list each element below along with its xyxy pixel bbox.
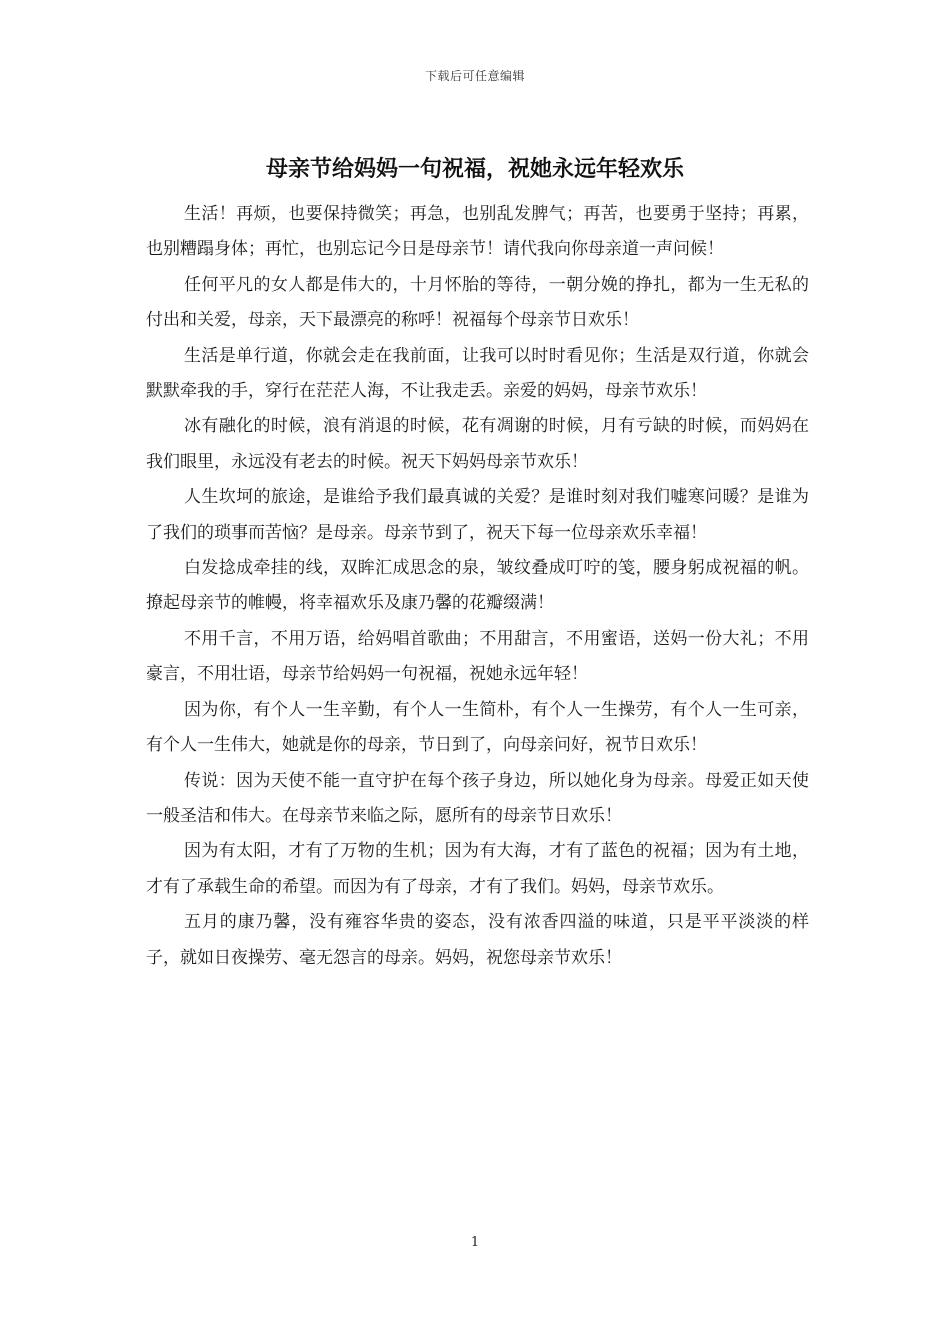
page-number: 1 [470,1235,480,1250]
document-body [146,197,809,976]
document-title: 母亲节给妈妈一句祝福，祝她永远年轻欢乐 [265,156,684,182]
paragraph: 传说：因为天使不能一直守护在每个孩子身边，所以她化身为母亲。母爱正如天使一般圣洁和伟大。在母亲节来临之际，愿所有的母亲节日欢乐！ [146,770,809,826]
paragraph: 人生坎坷的旅途，是谁给予我们最真诚的关爱？是谁时刻对我们嘘寒问暖？是谁为了我们的琐事而苦恼？是母亲。母亲节到了，祝天下每一位母亲欢乐幸福！ [146,487,809,543]
paragraph: 冰有融化的时候，浪有消退的时候，花有凋谢的时候，月有亏缺的时候，而妈妈在我们眼里，永远没有老去的时候。祝天下妈妈母亲节欢乐！ [146,416,809,472]
header-note: 下载后可任意编辑 [424,69,525,83]
paragraph: 生活是单行道，你就会走在我前面，让我可以时时看见你；生活是双行道，你就会默默牵我的手，穿行在茫茫人海，不让我走丢。亲爱的妈妈，母亲节欢乐！ [146,345,809,402]
paragraph: 因为有太阳，才有了万物的生机；因为有大海，才有了蓝色的祝福；因为有土地，才有了承载生命的希望。而因为有了母亲，才有了我们。妈妈，母亲节欢乐。 [146,841,809,897]
paragraph: 因为你，有个人一生辛勤，有个人一生简朴，有个人一生操劳，有个人一生可亲，有个人一生伟大，她就是你的母亲，节日到了，向母亲问好，祝节日欢乐！ [146,699,809,756]
paragraph: 白发捻成牵挂的线，双眸汇成思念的泉，皱纹叠成叮咛的笺，腰身躬成祝福的帆。撩起母亲节的帷幔，将幸福欢乐及康乃馨的花瓣缀满！ [146,558,809,614]
paragraph: 任何平凡的女人都是伟大的，十月怀胎的等待，一朝分娩的挣扎，都为一生无私的付出和关爱，母亲，天下最漂亮的称呼！祝福每个母亲节日欢乐！ [146,274,809,331]
paragraph: 五月的康乃馨，没有雍容华贵的姿态，没有浓香四溢的味道，只是平平淡淡的样子，就如日夜操劳、毫无怨言的母亲。妈妈，祝您母亲节欢乐！ [146,912,809,968]
paragraph: 不用千言，不用万语，给妈唱首歌曲；不用甜言，不用蜜语，送妈一份大礼；不用豪言，不用壮语，母亲节给妈妈一句祝福，祝她永远年轻！ [146,628,809,685]
paragraph: 生活！再烦，也要保持微笑；再急，也别乱发脾气；再苦，也要勇于坚持；再累，也别糟蹋身体；再忙，也别忘记今日是母亲节！请代我向你母亲道一声问候！ [146,204,809,260]
